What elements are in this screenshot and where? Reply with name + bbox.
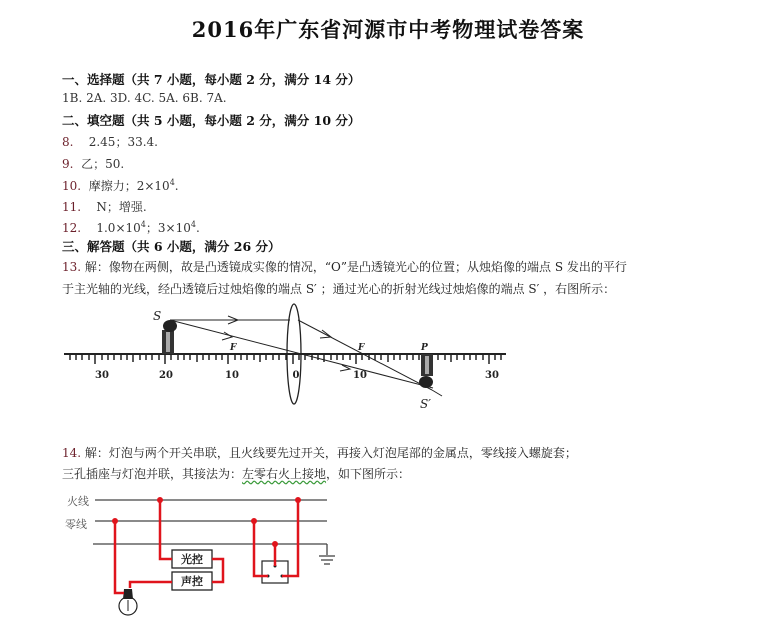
- answer-12: [62, 219, 200, 236]
- svg-text:20: 20: [159, 370, 173, 381]
- svg-text:零线: 零线: [65, 518, 87, 531]
- q13-text-1: 解：像物在两侧，故是凸透镜成实像的情况，“O”是凸透镜光心的位置；从烛焰像的端点 S 发出的平行: [84, 260, 627, 274]
- diagram-labels: [153, 309, 431, 411]
- q14-text-2a: 三孔插座与灯泡并联，其接法为：: [62, 467, 243, 481]
- q14-text-2b: ，如下图所示：: [326, 467, 411, 481]
- answer-11: [62, 198, 147, 215]
- section-1-heading: 一、选择题（共 7 小题，每小题 2 分，满分 14 分）: [62, 72, 361, 87]
- light-rays: [170, 320, 442, 396]
- svg-text:30: 30: [95, 370, 109, 381]
- q13-line-1: [62, 258, 627, 275]
- section-2-heading: 二、填空题（共 5 小题，每小题 2 分，满分 10 分）: [62, 113, 361, 128]
- answer-number: 8.: [62, 135, 74, 149]
- answer-number: 10.: [62, 179, 82, 193]
- answer-text: 摩擦力；2×10: [88, 179, 170, 193]
- svg-text:10: 10: [225, 370, 239, 381]
- junction-dots: [112, 497, 301, 547]
- sound-control-switch: [172, 572, 212, 590]
- candle-object: [162, 320, 177, 354]
- svg-text:声控: 声控: [181, 575, 203, 588]
- answer-number: 12.: [62, 221, 82, 235]
- section-3-heading: 三、解答题（共 6 小题，满分 26 分）: [62, 239, 281, 254]
- section-1-answers: 1B. 2A. 3D. 4C. 5A. 6B. 7A.: [62, 91, 227, 105]
- answer-text-end: .: [174, 179, 179, 193]
- exponent: 4: [169, 178, 175, 187]
- answer-text: 1.0×10: [96, 221, 141, 235]
- svg-text:F: F: [230, 343, 237, 353]
- convex-lens-diagram: [60, 302, 510, 414]
- answer-text: 2.45；33.4.: [88, 135, 158, 149]
- svg-text:P: P: [421, 343, 428, 353]
- svg-text:S: S: [153, 309, 162, 323]
- page-title: 2016年广东省河源市中考物理试卷答案: [191, 17, 585, 42]
- candle-image: [419, 354, 433, 388]
- answer-number: 9.: [62, 157, 74, 171]
- q13-line-2: 于主光轴的光线，经凸透镜后过烛焰像的端点 S′ ；通过光心的折射光线过烛焰像的端点 S′ ，右图所示：: [62, 282, 616, 296]
- answer-number: 11.: [62, 200, 82, 214]
- svg-text:S′: S′: [420, 397, 431, 411]
- svg-text:10: 10: [353, 370, 367, 381]
- q14-line-1: [62, 444, 577, 461]
- wire-labels: [65, 494, 89, 531]
- q14-line-2: [62, 465, 410, 482]
- svg-text:F: F: [358, 343, 365, 353]
- household-circuit-diagram: [55, 485, 355, 625]
- svg-text:0: 0: [292, 370, 300, 381]
- answer-9: [62, 155, 124, 172]
- answer-text: N；增强.: [96, 200, 147, 214]
- question-number: 13.: [62, 260, 82, 274]
- answer-8: [62, 133, 158, 150]
- ruler-labels: [95, 370, 499, 381]
- exponent: 4: [190, 220, 196, 229]
- optical-axis-ruler: [64, 354, 506, 364]
- light-control-switch: [172, 550, 212, 568]
- svg-text:30: 30: [485, 370, 499, 381]
- svg-text:光控: 光控: [181, 553, 203, 566]
- answer-text: 乙；50.: [81, 157, 125, 171]
- answer-text-end: .: [195, 221, 200, 235]
- answer-text-mid: ；3×10: [145, 221, 191, 235]
- exponent: 4: [140, 220, 146, 229]
- svg-text:火线: 火线: [67, 495, 89, 508]
- answer-10: [62, 177, 179, 194]
- q14-text-1: 解：灯泡与两个开关串联，且火线要先过开关，再接入灯泡尾部的金属点，零线接入螺旋套；: [84, 446, 577, 460]
- q14-wavy-text: 左零右火上接地: [242, 467, 327, 481]
- question-number: 14.: [62, 446, 82, 460]
